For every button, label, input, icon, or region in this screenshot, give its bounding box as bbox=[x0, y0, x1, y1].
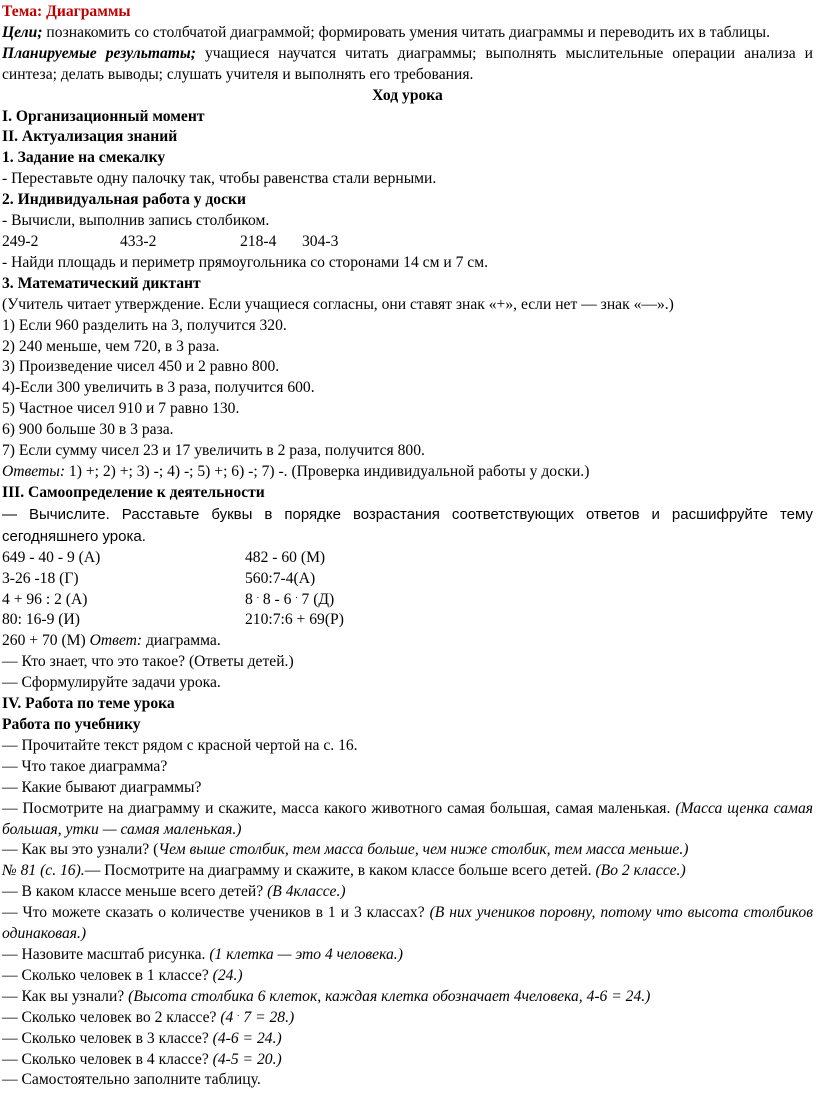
topic-text: Диаграммы bbox=[42, 3, 131, 20]
column-calculations bbox=[2, 232, 813, 253]
task-2-item-2: - Найди площадь и периметр прямоугольника со сторонами 14 см и 7 см. bbox=[2, 253, 488, 271]
question-line: — Сколько человек во 2 классе? (4 . 7 = 28.) bbox=[2, 1007, 295, 1026]
question-line: — Прочитайте текст рядом с красной чертой на с. 16. bbox=[2, 736, 358, 754]
dictation-item: 3) Произведение чисел 450 и 2 равно 800. bbox=[2, 358, 280, 376]
expression: 260 + 70 (М) bbox=[2, 632, 90, 650]
answers-text: 1) +; 2) +; 3) -; 4) -; 5) +; 6) -; 7) -. (Проверка индивидуальной работы у доски.) bbox=[65, 462, 590, 480]
section-2-heading: II. Актуализация знаний bbox=[2, 128, 178, 146]
section-3-task: — Вычислите. Расставьте буквы в порядке возрастания соответствующих ответов и расшифруйте тему сегодняшнего урока. bbox=[2, 505, 813, 545]
expression-row bbox=[2, 610, 813, 631]
expression-row bbox=[2, 590, 813, 611]
question-line: — Сформулируйте задачи урока. bbox=[2, 674, 221, 692]
question-line: — Сколько человек в 3 классе? (4-6 = 24.) bbox=[2, 1029, 282, 1047]
question-line: — Кто знает, что это такое? (Ответы детей.) bbox=[2, 653, 294, 671]
question-line: № 81 (с. 16).— Посмотрите на диаграмму и скажите, в каком классе больше всего детей. (Во 2 классе.) bbox=[2, 862, 686, 880]
section-4-heading: IV. Работа по теме урока bbox=[2, 695, 175, 713]
goals-paragraph bbox=[2, 23, 813, 44]
calc-3: 218-4 bbox=[240, 232, 277, 250]
dictation-item: 6) 900 больше 30 в 3 раза. bbox=[2, 421, 174, 439]
section-1-heading: I. Организационный момент bbox=[2, 107, 205, 125]
section-4-subheading: Работа по учебнику bbox=[2, 716, 141, 733]
calc-1: 249-2 bbox=[2, 232, 39, 250]
dictation-answers bbox=[2, 462, 813, 483]
expression: 8 . 8 - 6 . 7 (Д) bbox=[245, 589, 335, 608]
answer-label: Ответ: bbox=[89, 632, 143, 650]
answers-label: Ответы: bbox=[2, 462, 66, 480]
topic-line bbox=[2, 2, 813, 23]
task-1-item: - Переставьте одну палочку так, чтобы равенства стали верными. bbox=[2, 170, 437, 188]
expression-row bbox=[2, 548, 813, 569]
results-label: Планируемые результаты; bbox=[2, 44, 196, 62]
question-line: — В каком классе меньше всего детей? (В 4классе.) bbox=[2, 883, 346, 901]
lesson-heading: Ход урока bbox=[372, 86, 443, 104]
question-line: — Что можете сказать о количестве учеников в 1 и 3 классах? (В них учеников поровну, потому что высота столбиков одинаковая.) bbox=[2, 904, 813, 943]
dictation-item: 1) Если 960 разделить на 3, получится 320. bbox=[2, 316, 287, 334]
question-line: — Сколько человек в 1 классе? (24.) bbox=[2, 966, 243, 984]
calc-4: 304-3 bbox=[302, 232, 339, 250]
question-line: — Как вы узнали? (Высота столбика 6 клеток, каждая клетка обозначает 4человека, 4-6 = 24.) bbox=[2, 987, 651, 1005]
expression-answer-line bbox=[2, 631, 813, 652]
dictation-item: 7) Если сумму чисел 23 и 17 увеличить в 2 раза, получится 800. bbox=[2, 442, 425, 460]
expression: 4 + 96 : 2 (А) bbox=[2, 590, 88, 608]
task-2-item-1: - Вычисли, выполнив запись столбиком. bbox=[2, 212, 270, 230]
question-line: — Как вы это узнали? (Чем выше столбик, тем масса больше, чем ниже столбик, тем масса меньше.) bbox=[2, 841, 689, 859]
topic-label: Тема: bbox=[2, 3, 43, 20]
expression: 649 - 40 - 9 (А) bbox=[2, 548, 101, 566]
dictation-item: 5) Частное чисел 910 и 7 равно 130. bbox=[2, 400, 240, 418]
question-line: — Самостоятельно заполните таблицу. bbox=[2, 1071, 261, 1089]
question-line: — Сколько человек в 4 классе? (4-5 = 20.) bbox=[2, 1050, 282, 1068]
question-line: — Посмотрите на диаграмму и скажите, масса какого животного самая большая, самая маленькая. (Масса щенка самая большая, утки — самая маленькая.) bbox=[2, 799, 813, 838]
expression-row bbox=[2, 569, 813, 590]
goals-text: познакомить со столбчатой диаграммой; формировать умения читать диаграммы и переводить их в таблицы. bbox=[42, 23, 771, 41]
dictation-item: 4)-Если 300 увеличить в 3 раза, получится 600. bbox=[2, 379, 315, 397]
goals-label: Цели; bbox=[2, 23, 43, 41]
dictation-item: 2) 240 меньше, чем 720, в 3 раза. bbox=[2, 337, 220, 355]
task-3-heading: 3. Математический диктант bbox=[2, 274, 201, 292]
expression: 482 - 60 (М) bbox=[245, 548, 326, 566]
expression: 3-26 -18 (Г) bbox=[2, 569, 79, 587]
expression: 80: 16-9 (И) bbox=[2, 611, 80, 629]
expression: 560:7-4(А) bbox=[245, 569, 316, 587]
calc-2: 433-2 bbox=[120, 232, 157, 250]
results-paragraph bbox=[2, 44, 813, 86]
question-line: — Назовите масштаб рисунка. (1 клетка — это 4 человека.) bbox=[2, 945, 403, 963]
question-line: — Какие бывают диаграммы? bbox=[2, 778, 202, 796]
task-3-intro: (Учитель читает утверждение. Если учащиеся согласны, они ставят знак «+», если нет — знак «—».) bbox=[2, 295, 674, 313]
section-3-heading: III. Самоопределение к деятельности bbox=[2, 483, 265, 501]
question-line: — Что такое диаграмма? bbox=[2, 757, 168, 775]
results-text: учащиеся научатся читать диаграммы; выполнять мыслительные операции анализа и синтеза; делать выводы; слушать учителя и выполнять его требования. bbox=[2, 44, 813, 83]
expression: 210:7:6 + 69(Р) bbox=[245, 611, 344, 629]
task-2-heading: 2. Индивидуальная работа у доски bbox=[2, 191, 246, 209]
answer-text: диаграмма. bbox=[142, 632, 221, 650]
task-1-heading: 1. Задание на смекалку bbox=[2, 149, 166, 167]
